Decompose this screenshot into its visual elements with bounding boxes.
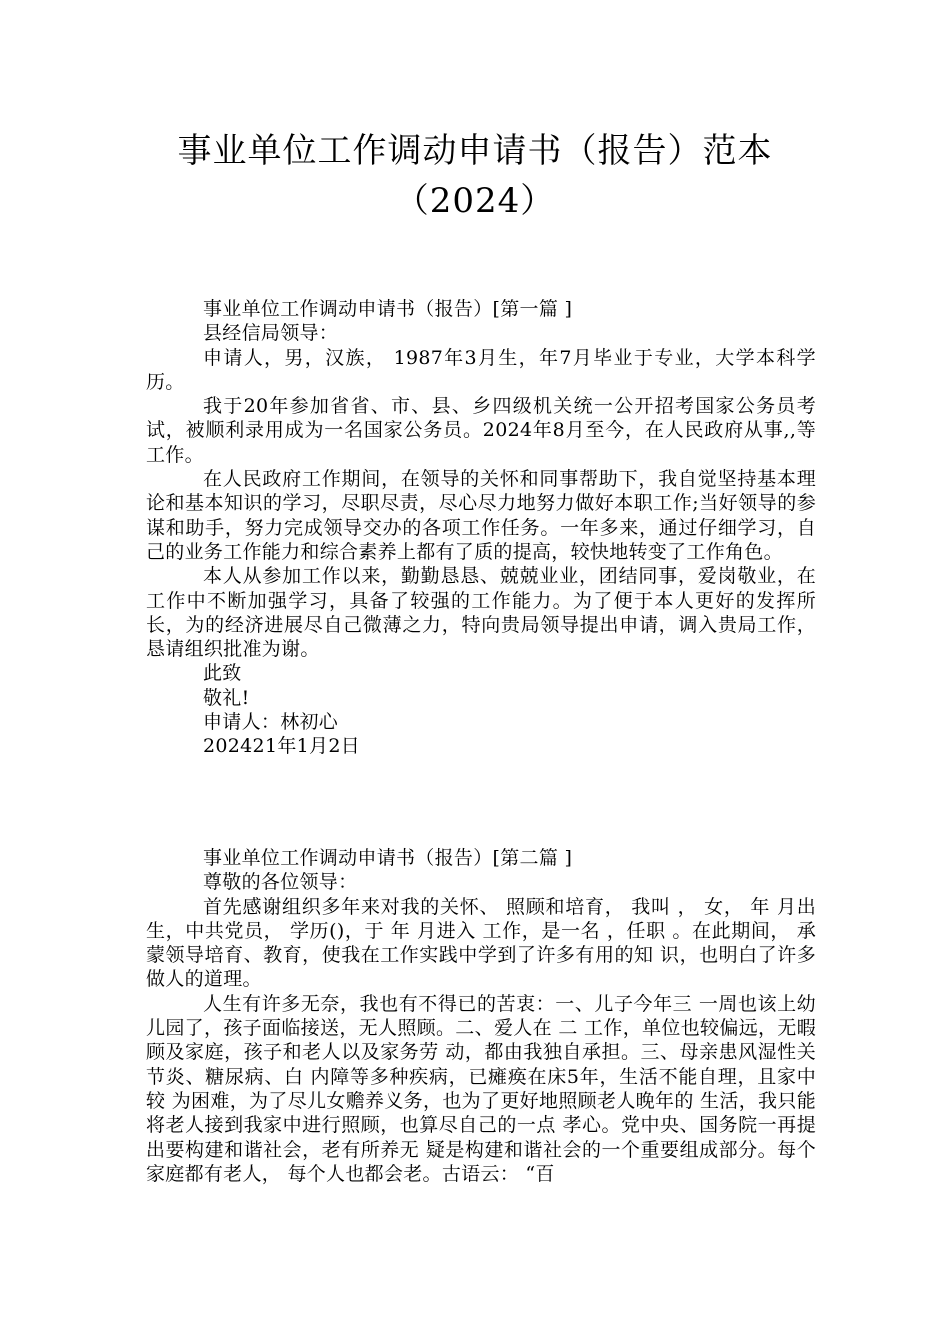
paragraph: 在人民政府工作期间，在领导的关怀和同事帮助下，我自觉坚持基本理论和基本知识的学习，尽职尽责，尽心尽力地努力做好本职工作;当好领导的参谋和助手，努力完成领导交办的各项工作任务。一年多来，通过仔细学习，自己的业务工作能力和综合素养上都有了质的提高，较快地转变了工作角色。 [146, 468, 816, 563]
closing-line: 此致 [203, 662, 242, 685]
section-heading: 事业单位工作调动申请书（报告）[第二篇 ] [203, 847, 573, 869]
section-two [146, 846, 816, 1186]
paragraph: 人生有许多无奈，我也有不得已的苦衷：一、儿子今年三 一周也该上幼儿园了，孩子面临接送，无人照顾。二、爱人在 二 工作，单位也较偏远，无暇顾及家庭，孩子和老人以及家务劳 动，都由我独自承担。三、母亲患风湿性关节炎、糖尿病、白 内障等多种疾病，已瘫痪在床5年，生活不能自理，且家中较 为困难，为了尽儿女赡养义务，也为了更好地照顾老人晚年的 生活，我只能将老人接到我家中进行照顾，也算尽自己的一点 孝心。党中央、国务院一再提出要构建和谐社会，老有所养无 疑是构建和谐社会的一个重要组成部分。每个家庭都有老人， 每个人也都会老。古语云： “百 [146, 992, 816, 1185]
section-heading: 事业单位工作调动申请书（报告）[第一篇 ] [203, 298, 573, 320]
date: 202421年1月2日 [203, 735, 361, 758]
document-title: 事业单位工作调动申请书（报告）范本 [177, 131, 773, 171]
paragraph: 申请人，男，汉族， 1987年3月生，年7月毕业于专业，大学本科学历。 [146, 346, 816, 393]
section-one [146, 297, 816, 759]
paragraph: 本人从参加工作以来，勤勤恳恳、兢兢业业，团结同事，爱岗敬业，在工作中不断加强学习，具备了较强的工作能力。为了便于本人更好的发挥所长，为的经济进展尽自己微薄之力，特向贵局领导提出申请，调入贵局工作，恳请组织批准为谢。 [146, 565, 816, 661]
salutation: 县经信局领导： [203, 322, 339, 345]
paragraph: 我于20年参加省省、市、县、乡四级机关统一公开招考国家公务员考试，被顺利录用成为一名国家公务员。2024年8月至今，在人民政府从事,,等工作。 [146, 395, 816, 466]
closing-line: 敬礼! [203, 686, 250, 709]
signature: 申请人：林初心 [203, 711, 339, 734]
document-title-year: （2024） [394, 181, 556, 221]
paragraph: 首先感谢组织多年来对我的关怀、 照顾和培育， 我叫 ， 女， 年 月出生，中共党员， 学历()，于 年 月进入 工作，是一名 ，任职 。在此期间， 承蒙领导培育、教育，使我在工作实践中学到了许多有用的知 识，也明白了许多做人的道理。 [146, 895, 816, 991]
salutation: 尊敬的各位领导： [203, 871, 358, 894]
